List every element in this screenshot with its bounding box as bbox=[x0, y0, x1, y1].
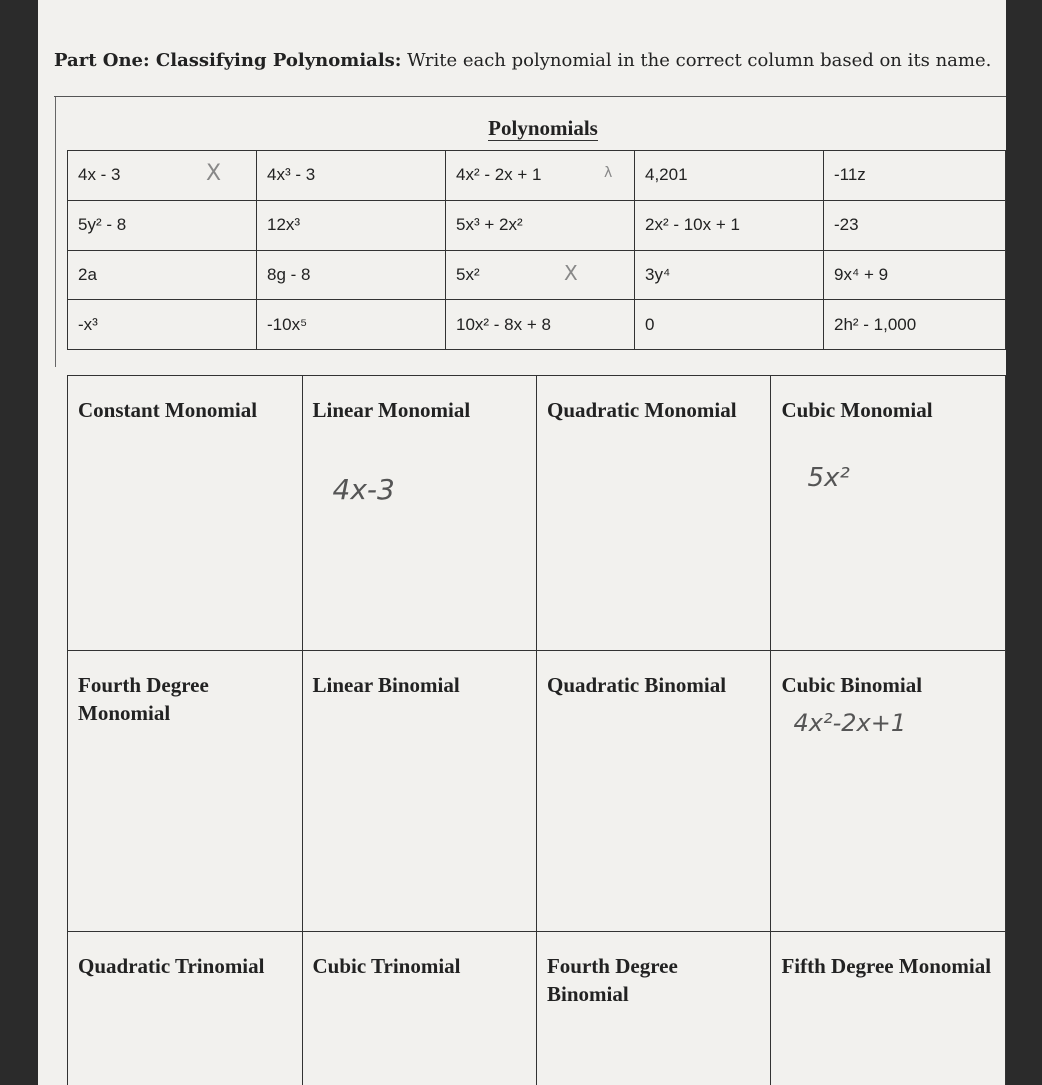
category-cell bbox=[68, 651, 303, 932]
cross-mark: X bbox=[206, 161, 222, 187]
category-label: Quadratic Monomial bbox=[546, 398, 737, 422]
category-label: Fourth Degree Binomial bbox=[546, 954, 678, 1006]
category-cell bbox=[536, 376, 771, 651]
category-cell bbox=[302, 932, 536, 1085]
category-cell bbox=[771, 376, 1006, 651]
poly-cell: 2a bbox=[68, 250, 257, 300]
category-label: Linear Binomial bbox=[312, 673, 460, 697]
category-label: Cubic Monomial bbox=[781, 398, 933, 422]
category-cell bbox=[771, 651, 1006, 932]
poly-cell: 0 bbox=[635, 300, 824, 350]
poly-cell: 3y⁴ bbox=[635, 250, 824, 300]
box-border bbox=[55, 97, 56, 367]
category-label: Linear Monomial bbox=[312, 398, 471, 422]
poly-cell: 4x² - 2x + 1 λ bbox=[446, 151, 635, 201]
category-cell bbox=[302, 651, 536, 932]
poly-cell: -x³ bbox=[68, 300, 257, 350]
category-cell bbox=[536, 651, 771, 932]
poly-cell: 9x⁴ + 9 bbox=[824, 250, 1006, 300]
instructions-text: Write each polynomial in the correct column based on its name. bbox=[401, 50, 992, 71]
table-row bbox=[68, 932, 1006, 1085]
instructions-heading: Part One: Classifying Polynomials: bbox=[54, 50, 402, 71]
category-cell bbox=[68, 376, 303, 651]
category-label: Quadratic Trinomial bbox=[78, 954, 265, 978]
poly-cell: 12x³ bbox=[257, 200, 446, 250]
poly-cell: 5y² - 8 bbox=[68, 200, 257, 250]
poly-cell: 2h² - 1,000 bbox=[824, 300, 1006, 350]
poly-cell: -11z bbox=[824, 151, 1006, 201]
category-cell bbox=[68, 932, 303, 1085]
table-row bbox=[68, 376, 1006, 651]
category-cell bbox=[302, 376, 536, 651]
instructions bbox=[54, 42, 994, 80]
poly-cell: 2x² - 10x + 1 bbox=[635, 200, 824, 250]
poly-cell: 4,201 bbox=[635, 151, 824, 201]
title-underline bbox=[54, 96, 1006, 97]
category-label: Fifth Degree Monomial bbox=[781, 954, 992, 978]
cross-mark: X bbox=[564, 260, 578, 285]
category-label: Cubic Trinomial bbox=[312, 954, 461, 978]
polynomial-table bbox=[67, 150, 1006, 350]
handwritten-answer: 5x² bbox=[807, 463, 850, 493]
handwritten-answer: 4x-3 bbox=[332, 473, 395, 506]
polynomials-heading: Polynomials bbox=[488, 116, 598, 140]
category-table bbox=[67, 375, 1006, 1085]
table-row bbox=[68, 151, 1006, 201]
category-cell bbox=[771, 932, 1006, 1085]
category-label: Fourth Degree Monomial bbox=[78, 673, 209, 725]
poly-cell: 8g - 8 bbox=[257, 250, 446, 300]
table-row bbox=[68, 200, 1006, 250]
poly-cell: 5x³ + 2x² bbox=[446, 200, 635, 250]
category-label: Cubic Binomial bbox=[781, 673, 923, 697]
table-row bbox=[68, 300, 1006, 350]
poly-cell: -10x⁵ bbox=[257, 300, 446, 350]
category-label: Quadratic Binomial bbox=[546, 673, 727, 697]
category-cell bbox=[536, 932, 771, 1085]
worksheet-page bbox=[38, 0, 1006, 1085]
poly-cell: 4x - 3 X bbox=[68, 151, 257, 201]
poly-cell: 4x³ - 3 bbox=[257, 151, 446, 201]
poly-cell: 10x² - 8x + 8 bbox=[446, 300, 635, 350]
table-row bbox=[68, 250, 1006, 300]
handwritten-answer: 4x²-2x+1 bbox=[793, 709, 907, 737]
category-label: Constant Monomial bbox=[78, 398, 258, 422]
poly-cell: 5x² X bbox=[446, 250, 635, 300]
lambda-mark: λ bbox=[604, 165, 613, 182]
table-row bbox=[68, 651, 1006, 932]
poly-cell: -23 bbox=[824, 200, 1006, 250]
